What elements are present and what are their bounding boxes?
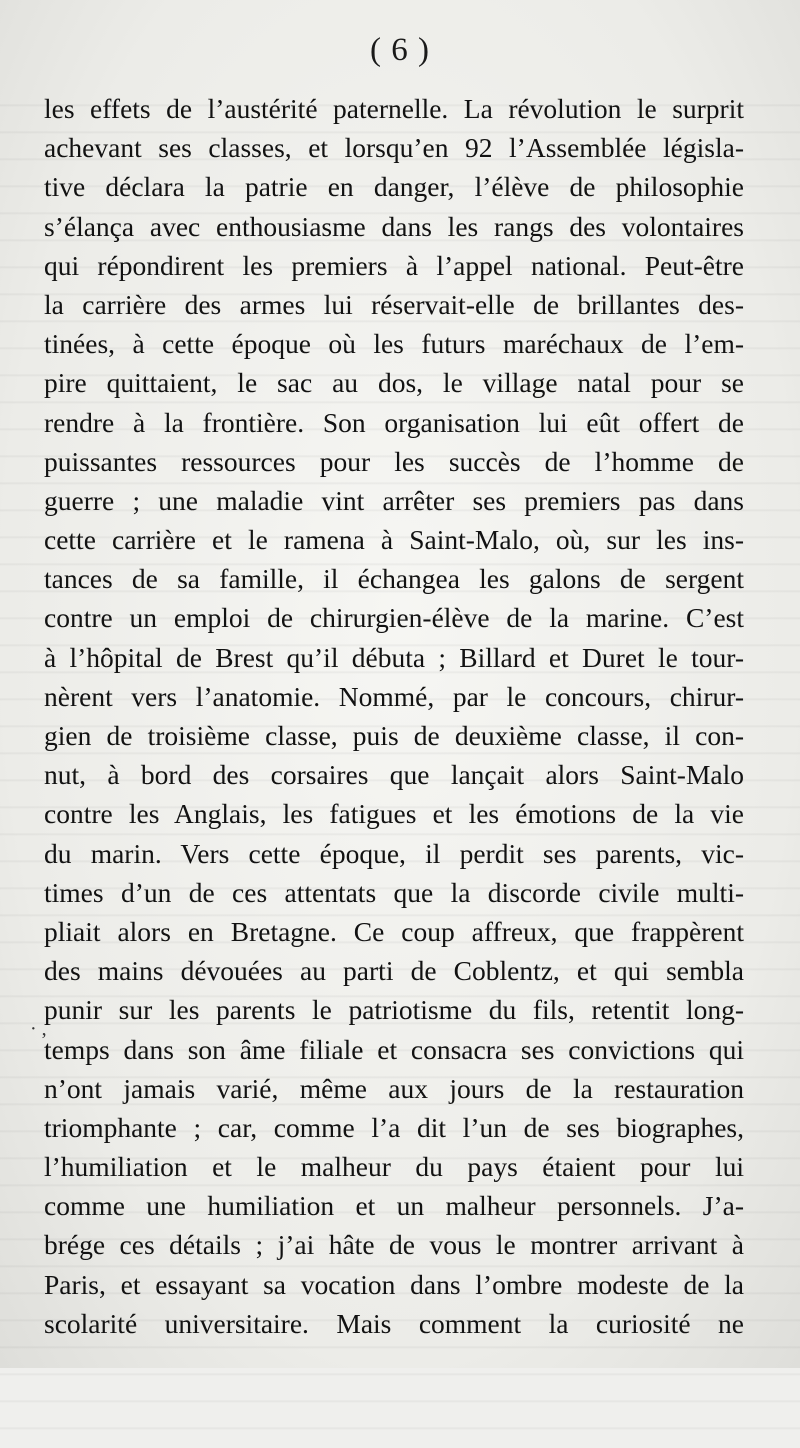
text-line: triomphante ; car, comme l’a dit l’un de ses biographes, [44, 1111, 744, 1143]
text-line: Paris, et essayant sa vocation dans l’ombre modeste de la [44, 1268, 744, 1300]
body-text [44, 89, 744, 1343]
text-line: cette carrière et le ramena à Saint-Malo, où, sur les ins- [44, 524, 744, 556]
text-line: nut, à bord des corsaires que lançait alors Saint-Malo [44, 759, 744, 791]
text-line: guerre ; une maladie vint arrêter ses premiers pas dans [44, 484, 744, 516]
margin-mark: · , [30, 1018, 47, 1040]
text-line: times d’un de ces attentats que la discorde civile multi- [44, 876, 744, 908]
text-line: contre un emploi de chirurgien-élève de la marine. C’est [44, 602, 744, 634]
text-line: des mains dévouées au parti de Coblentz, et qui sembla [44, 955, 744, 987]
text-line: pliait alors en Bretagne. Ce coup affreux, que frappèrent [44, 915, 744, 947]
text-line: punir sur les parents le patriotisme du fils, retentit long- [44, 994, 744, 1026]
text-line: les effets de l’austérité paternelle. La révolution le surprit [44, 93, 744, 124]
text-line: la carrière des armes lui réservait-elle de brillantes des- [44, 288, 744, 320]
text-line: tive déclara la patrie en danger, l’élève de philosophie [44, 171, 744, 203]
text-line: tances de sa famille, il échangea les galons de sergent [44, 563, 744, 595]
text-line: puissantes ressources pour les succès de l’homme de [44, 445, 744, 477]
text-line: gien de troisième classe, puis de deuxième classe, il con- [44, 720, 744, 751]
text-line: contre les Anglais, les fatigues et les émotions de la vie [44, 798, 744, 830]
text-line: temps dans son âme filiale et consacra ses convictions qui [44, 1033, 744, 1065]
text-line: brége ces détails ; j’ai hâte de vous le montrer arrivant à [44, 1229, 744, 1261]
text-line: nèrent vers l’anatomie. Nommé, par le concours, chirur- [44, 680, 744, 712]
text-line: l’humiliation et le malheur du pays étaient pour lui [44, 1151, 744, 1183]
text-line: scolarité universitaire. Mais comment la curiosité ne [44, 1307, 744, 1339]
text-line: achevant ses classes, et lorsqu’en 92 l’Assemblée législa- [44, 132, 744, 164]
page-number: ( 6 ) [370, 32, 430, 68]
text-line: s’élança avec enthousiasme dans les rangs des volontaires [44, 210, 744, 242]
text-line: tinées, à cette époque où les futurs maréchaux de l’em- [44, 328, 744, 360]
text-line: comme une humiliation et un malheur personnels. J’a- [44, 1190, 744, 1222]
text-line: du marin. Vers cette époque, il perdit ses parents, vic- [44, 837, 744, 869]
text-line: qui répondirent les premiers à l’appel national. Peut-être [44, 249, 744, 281]
text-line: à l’hôpital de Brest qu’il débuta ; Billard et Duret le tour- [44, 641, 744, 673]
text-line: rendre à la frontière. Son organisation lui eût offert de [44, 406, 744, 438]
text-line: pire quittaient, le sac au dos, le village natal pour se [44, 367, 744, 399]
text-line: n’ont jamais varié, même aux jours de la restauration [44, 1072, 744, 1104]
